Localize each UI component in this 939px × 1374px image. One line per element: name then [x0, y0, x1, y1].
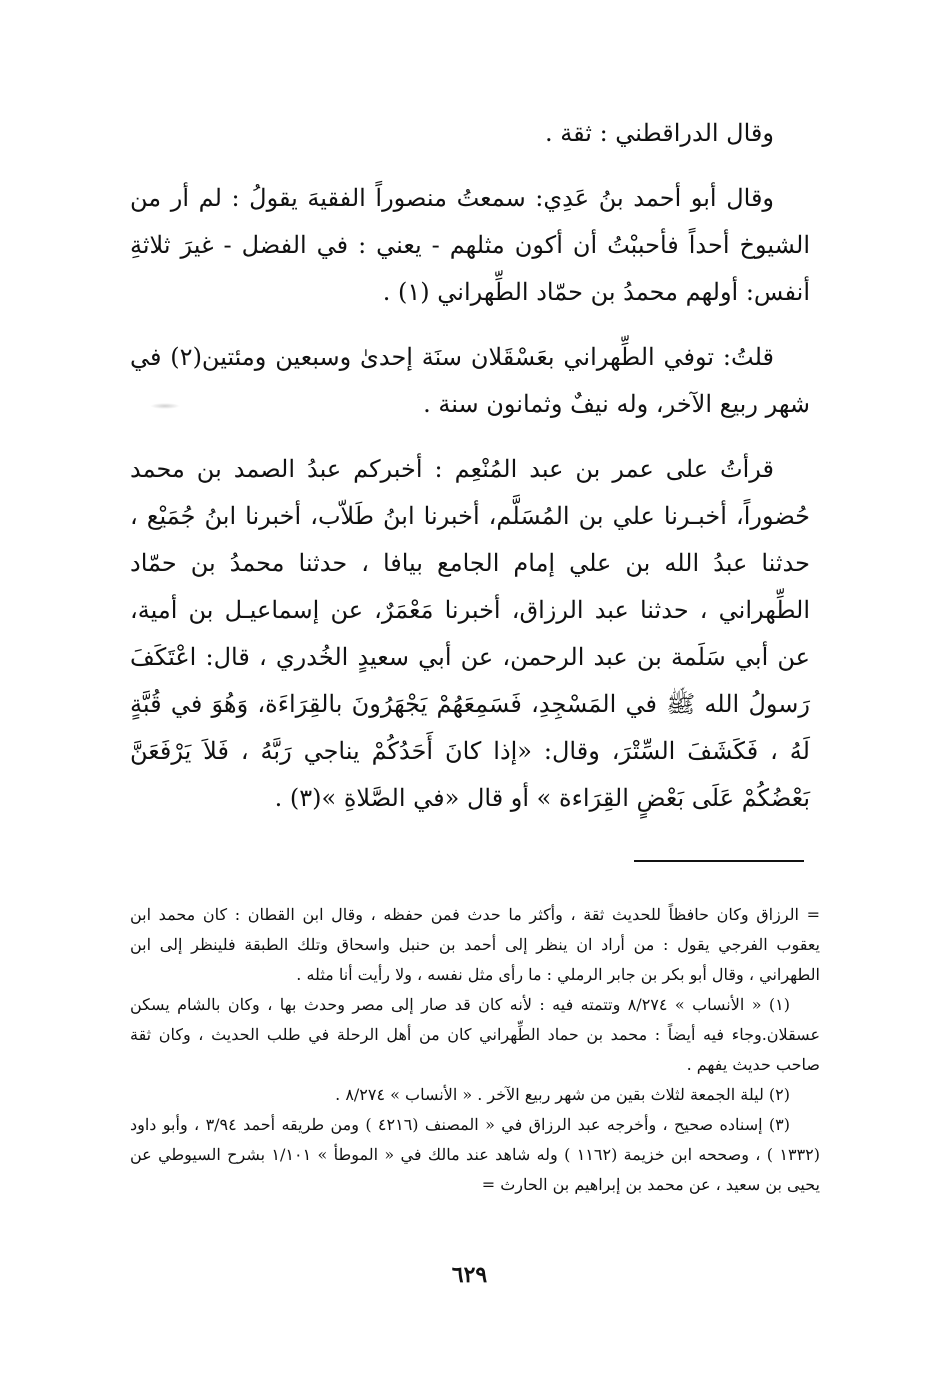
- paragraph-ibn-adi: وقال أبو أحمد بنُ عَدِي: سمعتُ منصوراً الفقيهَ يقولُ : لم أر من الشيوخ أحداً فأحببْتُ أن أكون مثلهم - يعني : في الفضل - غيرَ ثلاثةِ أنفس: أولهم محمدُ بن حمّاد الطِّهراني (١) .: [130, 184, 810, 306]
- paragraph-hadith-isnad: قرأتُ على عمر بن عبد المُنْعِم : أخبركم عبدُ الصمد بن محمد حُضوراً، أخبـرنا علي بن المُسَلَّم، أخبرنا ابنُ طَلاّب، أخبرنا ابنُ جُمَيْع ، حدثنا عبدُ الله بن علي إمام الجامع بيافا ، حدثنا محمدُ بن حمّاد الطِّهراني ، حدثنا عبد الرزاق، أخبرنا مَعْمَرٌ، عن إسماعيـل بن أمية، عن أبي سَلَمة بن عبد الرحمن، عن أبي سعيدٍ الخُدري ، قال: اعْتَكَفَ رَسولُ الله ﷺ في المَسْجِدِ، فَسَمِعَهُمْ يَجْهَرُونَ بالقِرَاءَة، وَهُوَ في قُبَّةٍ لَهُ ، فَكَشَفَ السِّتْرَ، وقال: «إذا كانَ أَحَدُكُمْ يناجي رَبَّهُ ، فَلاَ يَرْفَعَنَّ بَعْضُكُمْ عَلَى بَعْضٍ القِرَاءة » أو قال «في الصَّلاةِ »(٣) .: [130, 455, 810, 812]
- footnote-2: (٢) ليلة الجمعة لثلاث بقين من شهر ربيع الآخر . « الأنساب » ٨/٢٧٤ .: [335, 1085, 790, 1104]
- main-text-block: [130, 110, 810, 840]
- footnote-1: (١) « الأنساب » ٨/٢٧٤ وتتمته فيه : لأنه كان قد صار إلى مصر وحدث بها ، وكان بالشام يسكن عسقلان.وجاء فيه أيضاً : محمد بن حماد الطِّهراني كان من أهل الرحلة في طلب الحديث ، وكان ثقة صاحب حديث يفهم .: [130, 995, 820, 1074]
- scan-speck: [150, 403, 180, 409]
- footnote-3: (٣) إسناده صحيح ، وأخرجه عبد الرزاق في « المصنف (٤٢١٦ ) ومن طريقه أحمد ٣/٩٤ ، وأبو داود (١٣٣٢ ) ، وصححه ابن خزيمة (١١٦٢ ) وله شاهد عند مالك في « الموطأ » ١/١٠١ بشرح السيوطي عن يحيى بن سعيد ، عن محمد بن إبراهيم بن الحارث =: [130, 1115, 821, 1194]
- paragraph-death-note: قلتُ: توفي الطِّهراني بعَسْقَلان سنَة إحدىٰ وسبعين ومئتين(٢) في شهر ربيع الآخر، وله نيفٌ وثمانون سنة .: [130, 343, 810, 418]
- page-number: ٦٢٩: [451, 1262, 488, 1288]
- footnotes-block: [130, 900, 820, 1200]
- footnote-divider: [634, 860, 804, 862]
- footnote-continuation: = الرزاق وكان حافظاً للحديث ثقة ، وأكثر ما حدث فمن حفظه ، وقال ابن القطان : كان محمد ابن يعقوب الفرجي يقول : من أراد ان ينظر إلى أحمد بن حنبل واسحاق وتلك الطبقة فلينظر إلى ابن الطهراني ، وقال أبو بكر بن جابر الرملي : ما رأى مثل نفسه ، ولا رأيت أنا مثله .: [130, 905, 820, 984]
- paragraph-daraqutni: وقال الدراقطني : ثقة .: [545, 119, 774, 147]
